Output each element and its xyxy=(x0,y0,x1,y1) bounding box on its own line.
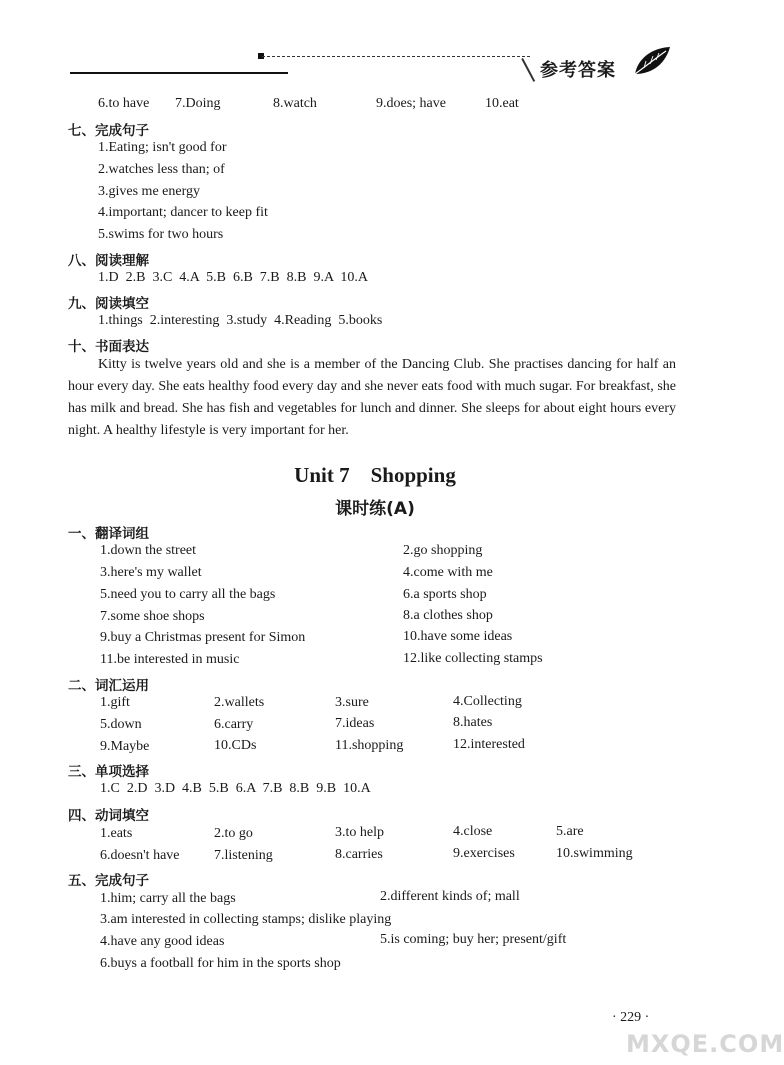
section-heading: 五、完成句子 xyxy=(68,873,149,889)
list-item: 12.interested xyxy=(453,737,525,752)
list-item: 3.sure xyxy=(335,695,369,710)
answer-row: 1.D 2.B 3.C 4.A 5.B 6.B 7.B 8.B 9.A 10.A xyxy=(98,270,368,285)
list-item: 12.like collecting stamps xyxy=(403,651,543,666)
list-item: 9.Maybe xyxy=(100,739,150,754)
section-heading: 一、翻译词组 xyxy=(68,526,149,542)
watermark: MXQE.COM xyxy=(626,1030,784,1058)
list-item: 4.Collecting xyxy=(453,694,522,709)
list-item: 1.eats xyxy=(100,826,133,841)
list-item: 8.hates xyxy=(453,715,493,730)
answer-10: 10.eat xyxy=(485,96,519,111)
list-item: 7.some shoe shops xyxy=(100,609,205,624)
list-item: 8.carries xyxy=(335,847,383,862)
list-item: 10.CDs xyxy=(214,738,257,753)
list-item: 7.ideas xyxy=(335,716,375,731)
list-item: 5.down xyxy=(100,717,142,732)
section-heading: 八、阅读理解 xyxy=(68,253,149,269)
list-item: 5.is coming; buy her; present/gift xyxy=(380,932,567,947)
leaf-icon xyxy=(632,44,672,78)
answer-9: 9.does; have xyxy=(376,96,446,111)
list-item: 2.go shopping xyxy=(403,543,483,558)
list-item: 6.buys a football for him in the sports shop xyxy=(100,956,341,971)
list-item: 8.a clothes shop xyxy=(403,608,493,623)
list-item: 10.swimming xyxy=(556,846,633,861)
page-number: · 229 · xyxy=(612,1010,650,1025)
answer-7: 7.Doing xyxy=(175,96,221,111)
list-item: 5.are xyxy=(556,824,584,839)
section-heading: 二、词汇运用 xyxy=(68,678,149,694)
header-diagonal xyxy=(522,58,536,82)
section-heading: 四、动词填空 xyxy=(68,808,149,824)
lesson-title: 课时练(A) xyxy=(335,499,415,519)
list-item: 11.shopping xyxy=(335,738,404,753)
section-heading: 十、书面表达 xyxy=(68,339,149,355)
list-item: 9.buy a Christmas present for Simon xyxy=(100,630,306,645)
list-item: 4.close xyxy=(453,824,493,839)
list-item: 2.wallets xyxy=(214,695,265,710)
list-item: 1.him; carry all the bags xyxy=(100,891,236,906)
list-item: 3.here's my wallet xyxy=(100,565,202,580)
list-item: 6.a sports shop xyxy=(403,587,487,602)
list-item: 10.have some ideas xyxy=(403,629,513,644)
list-item: 1.gift xyxy=(100,695,130,710)
list-item: 2.different kinds of; mall xyxy=(380,889,520,904)
unit-title: Unit 7 Shopping xyxy=(294,463,456,487)
list-item: 1.down the street xyxy=(100,543,197,558)
section-heading: 七、完成句子 xyxy=(68,123,149,139)
list-item: 11.be interested in music xyxy=(100,652,240,667)
list-item: 2.to go xyxy=(214,826,253,841)
list-item: 6.doesn't have xyxy=(100,848,180,863)
list-item: 1.Eating; isn't good for xyxy=(98,140,227,155)
list-item: 9.exercises xyxy=(453,846,515,861)
list-item: 4.come with me xyxy=(403,565,493,580)
answer-8: 8.watch xyxy=(273,96,317,111)
list-item: 4.important; dancer to keep fit xyxy=(98,205,268,220)
header-title: 参考答案 xyxy=(540,60,616,81)
list-item: 3.am interested in collecting stamps; dislike playing xyxy=(100,912,392,927)
list-item: 4.have any good ideas xyxy=(100,934,225,949)
list-item: 7.listening xyxy=(214,848,273,863)
list-item: 5.swims for two hours xyxy=(98,227,224,242)
list-item: 6.carry xyxy=(214,717,254,732)
header-dashed-line xyxy=(262,56,530,57)
answer-row: 1.things 2.interesting 3.study 4.Reading 5.books xyxy=(98,313,383,328)
answer-6: 6.to have xyxy=(98,96,150,111)
list-item: 2.watches less than; of xyxy=(98,162,225,177)
list-item: 3.gives me energy xyxy=(98,184,200,199)
list-item: 5.need you to carry all the bags xyxy=(100,587,276,602)
answer-row: 1.C 2.D 3.D 4.B 5.B 6.A 7.B 8.B 9.B 10.A xyxy=(100,781,371,796)
essay-paragraph: Kitty is twelve years old and she is a member of the Dancing Club. She practises dancing for half an hour every day. She eats healthy food every day and she never eats food with much sugar. For breakfast, she has milk and bread. She has fish and vegetables for lunch and dinner. She sleeps for about eight hours every night. A healthy lifestyle is very important for her. xyxy=(68,357,676,438)
section-heading: 三、单项选择 xyxy=(68,764,149,780)
list-item: 3.to help xyxy=(335,825,384,840)
section-heading: 九、阅读填空 xyxy=(68,296,149,312)
header-rule xyxy=(70,72,288,74)
